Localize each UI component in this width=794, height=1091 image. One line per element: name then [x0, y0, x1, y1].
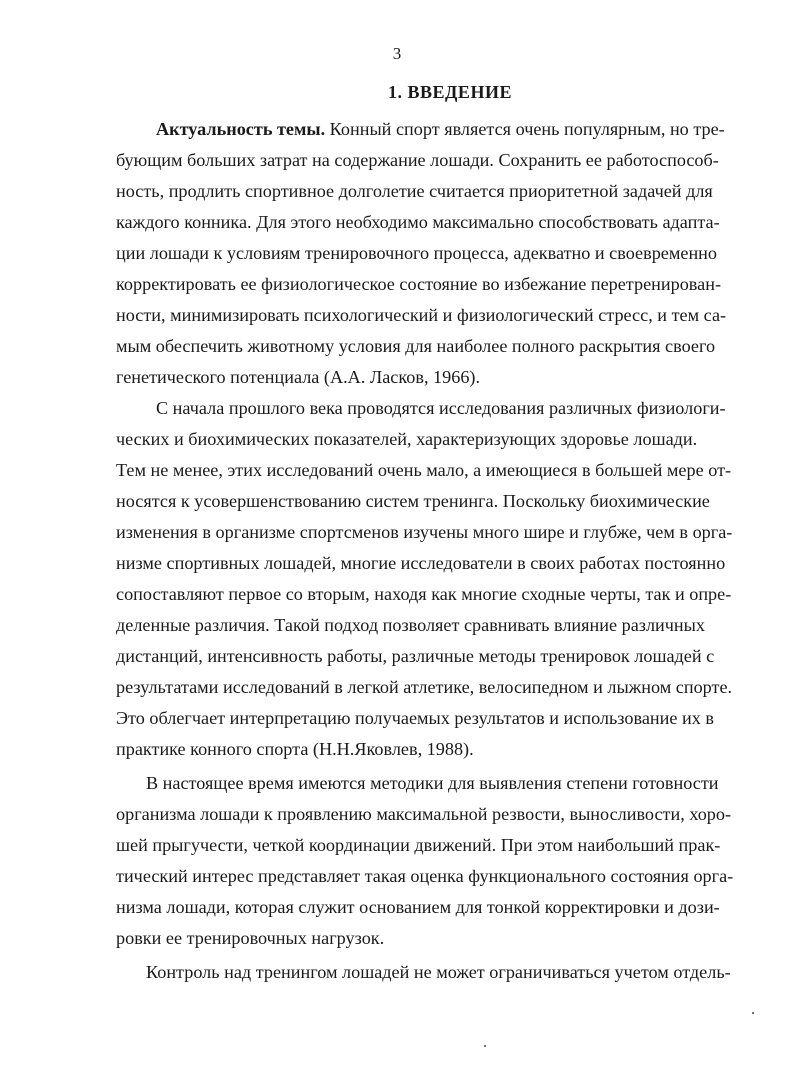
section-title: 1. ВВЕДЕНИЕ [388, 82, 512, 102]
paragraph-1-line-7: ности, минимизировать психологический и физиологический стресс, и тем са- [116, 305, 727, 325]
page-number: 3 [392, 44, 402, 63]
paragraph-2-line-8: деленные различия. Такой подход позволяет сравнивать влияние различных [116, 615, 705, 635]
paragraph-1-line-1 [156, 118, 725, 140]
paragraph-2-line-2: ческих и биохимических показателей, характеризующих здоровье лошади. [116, 429, 698, 449]
paragraph-1-line-3: ность, продлить спортивное долголетие считается приоритетной задачей для [116, 181, 713, 201]
paragraph-1-line-1-text: Конный спорт является очень популярным, но тре- [325, 119, 725, 139]
paragraph-2-line-1: С начала прошлого века проводятся исследования различных физиологи- [156, 398, 726, 418]
paragraph-2-line-5: изменения в организме спортсменов изучены много шире и глубже, чем в орга- [116, 522, 733, 542]
paragraph-2-line-9: дистанций, интенсивность работы, различные методы тренировок лошадей с [116, 646, 715, 666]
paragraph-2-line-3: Тем не менее, этих исследований очень мало, а имеющиеся в большей мере от- [116, 460, 732, 480]
paragraph-2-line-10: результатами исследований в легкой атлетике, велосипедном и лыжном спорте. [116, 677, 733, 697]
paragraph-2-line-6: низме спортивных лошадей, многие исследователи в своих работах постоянно [116, 553, 726, 573]
paragraph-2-line-12: практике конного спорта (Н.Н.Яковлев, 1988). [116, 739, 474, 759]
paragraph-4-line-1: Контроль над тренингом лошадей не может ограничиваться учетом отдель- [146, 962, 731, 982]
paragraph-1-line-8: мым обеспечить животному условия для наиболее полного раскрытия своего [116, 336, 716, 356]
paragraph-3-line-6: ровки ее тренировочных нагрузок. [116, 928, 385, 948]
scan-speck [484, 1045, 486, 1047]
paragraph-3-line-5: низма лошади, которая служит основанием для тонкой корректировки и дози- [116, 897, 720, 917]
paragraph-1-line-9: генетического потенциала (А.А. Ласков, 1966). [116, 367, 481, 387]
paragraph-1-line-4: каждого конника. Для этого необходимо максимально способствовать адапта- [116, 212, 720, 232]
paragraph-1-line-6: корректировать ее физиологическое состояние во избежание перетренирован- [116, 274, 722, 294]
paragraph-2-line-7: сопоставляют первое со вторым, находя как многие сходные черты, так и опре- [116, 584, 732, 604]
paragraph-1-line-5: ции лошади к условиям тренировочного процесса, адекватно и своевременно [116, 243, 718, 263]
lead-term: Актуальность темы. [156, 119, 326, 139]
paragraph-3-line-2: организма лошади к проявлению максимальной резвости, выносливости, хоро- [116, 804, 732, 824]
paragraph-3-line-3: шей прыгучести, четкой координации движений. При этом наибольший прак- [116, 835, 721, 855]
paragraph-3-line-1: В настоящее время имеются методики для выявления степени готовности [146, 773, 719, 793]
paragraph-2-line-4: носятся к усовершенствованию систем тренинга. Поскольку биохимические [116, 491, 710, 511]
paragraph-1-line-2: бующим больших затрат на содержание лошади. Сохранить ее работоспособ- [116, 150, 719, 170]
scan-speck [752, 1012, 754, 1014]
paragraph-2-line-11: Это облегчает интерпретацию получаемых результатов и использование их в [116, 708, 714, 728]
paragraph-3-line-4: тический интерес представляет такая оценка функционального состояния орга- [116, 866, 734, 886]
